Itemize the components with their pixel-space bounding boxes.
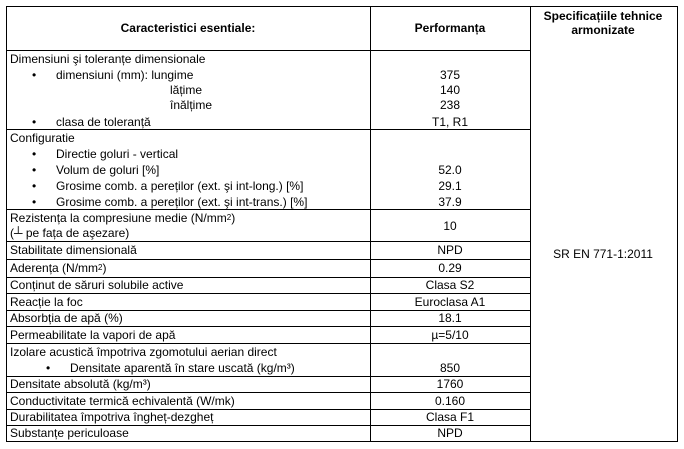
tolerance-class-label: • clasa de toleranță xyxy=(56,115,151,129)
absolute-density-label: Densitate absolută (kg/m³) xyxy=(10,377,151,391)
acoustic-insulation-title: Izolare acustică împotriva zgomotului aerian direct xyxy=(10,345,277,359)
compression-orientation-label: (┴ pe fața de aşezare) xyxy=(10,226,130,240)
row-divider xyxy=(6,129,530,130)
dimensions-length-label: • dimensiuni (mm): lungime xyxy=(56,68,193,82)
table-border-bottom xyxy=(6,441,678,442)
adherence-label xyxy=(10,261,106,275)
compression-label-end: ) xyxy=(231,211,236,225)
freeze-thaw-durability-label: Durabilitatea împotriva îngheț-dezgheț xyxy=(10,410,214,424)
compression-unit-superscript: 2 xyxy=(226,213,232,222)
row-divider xyxy=(6,241,530,242)
dimensions-title: Dimensiuni şi toleranțe dimensionale xyxy=(10,52,206,66)
water-absorption-label: Absorbția de apă (%) xyxy=(10,311,123,325)
header-specifications-line2: armonizate xyxy=(571,23,635,37)
thermal-conductivity-label: Conductivitate termică echivalentă (W/mk) xyxy=(10,394,235,408)
header-performance: Performanța xyxy=(414,21,486,35)
column-divider xyxy=(370,6,371,442)
row-divider xyxy=(6,50,530,51)
adherence-label-end: ) xyxy=(102,261,107,275)
column-divider xyxy=(530,6,531,442)
config-void-volume-value: 52.0 xyxy=(438,163,462,177)
thermal-conductivity-value: 0.160 xyxy=(434,394,466,408)
tolerance-class-value: T1, R1 xyxy=(431,115,469,129)
dimensions-length-value: 375 xyxy=(439,68,461,82)
config-void-volume: • Volum de goluri [%] xyxy=(56,163,159,177)
dangerous-substances-label: Substanțe periculoase xyxy=(10,426,129,440)
compression-label-text: Rezistența la compresiune medie (N/mm xyxy=(10,211,227,225)
adherence-unit-superscript: 2 xyxy=(98,263,103,272)
compression-value: 10 xyxy=(443,219,457,233)
dimensions-height-value: 238 xyxy=(439,98,461,112)
config-wall-thickness-trans-value: 37.9 xyxy=(438,195,462,209)
dimensional-stability-value: NPD xyxy=(437,243,463,257)
row-divider xyxy=(6,392,530,393)
table-border-left xyxy=(6,6,7,442)
dangerous-substances-value: NPD xyxy=(437,426,463,440)
row-divider xyxy=(6,259,530,260)
configuration-title: Configuratie xyxy=(10,131,75,145)
row-divider xyxy=(6,326,530,327)
vapor-permeability-value: µ=5/10 xyxy=(431,328,469,342)
fire-reaction-label: Reacție la foc xyxy=(10,295,83,309)
config-hole-direction: • Directie goluri - vertical xyxy=(56,147,178,161)
compression-label xyxy=(10,211,235,225)
soluble-salts-value: Clasa S2 xyxy=(425,278,475,292)
apparent-density-label: • Densitate aparentă în stare uscată (kg/m³) xyxy=(70,361,295,375)
config-wall-thickness-long: • Grosime comb. a pereților (ext. şi int-long.) [%] xyxy=(56,179,303,193)
water-absorption-value: 18.1 xyxy=(438,311,462,325)
header-characteristics: Caracteristici esentiale: xyxy=(120,21,256,35)
adherence-value: 0.29 xyxy=(438,261,462,275)
absolute-density-value: 1760 xyxy=(436,377,464,391)
table-border-right xyxy=(677,6,678,442)
config-wall-thickness-long-value: 29.1 xyxy=(438,179,462,193)
dimensional-stability-label: Stabilitate dimensională xyxy=(10,243,137,257)
soluble-salts-label: Conținut de săruri solubile active xyxy=(10,278,184,292)
vapor-permeability-label: Permeabilitate la vapori de apă xyxy=(10,328,176,342)
adherence-label-text: Aderența (N/mm xyxy=(10,261,99,275)
dimensions-width-value: 140 xyxy=(439,83,461,97)
row-divider xyxy=(6,293,530,294)
freeze-thaw-durability-value: Clasa F1 xyxy=(425,410,475,424)
table-border-top xyxy=(6,6,678,7)
apparent-density-value: 850 xyxy=(439,361,461,375)
dimensions-width-label: lățime xyxy=(170,83,203,97)
header-specifications-line1: Specificațiile tehnice xyxy=(543,9,663,23)
harmonized-standard: SR EN 771-1:2011 xyxy=(553,247,653,261)
dimensions-height-label: înălțime xyxy=(170,98,213,112)
row-divider xyxy=(6,209,530,210)
fire-reaction-value: Euroclasa A1 xyxy=(414,295,486,309)
performance-table xyxy=(6,6,678,442)
config-wall-thickness-trans: • Grosime comb. a pereților (ext. şi int-trans.) [%] xyxy=(56,195,307,209)
row-divider xyxy=(6,343,530,344)
